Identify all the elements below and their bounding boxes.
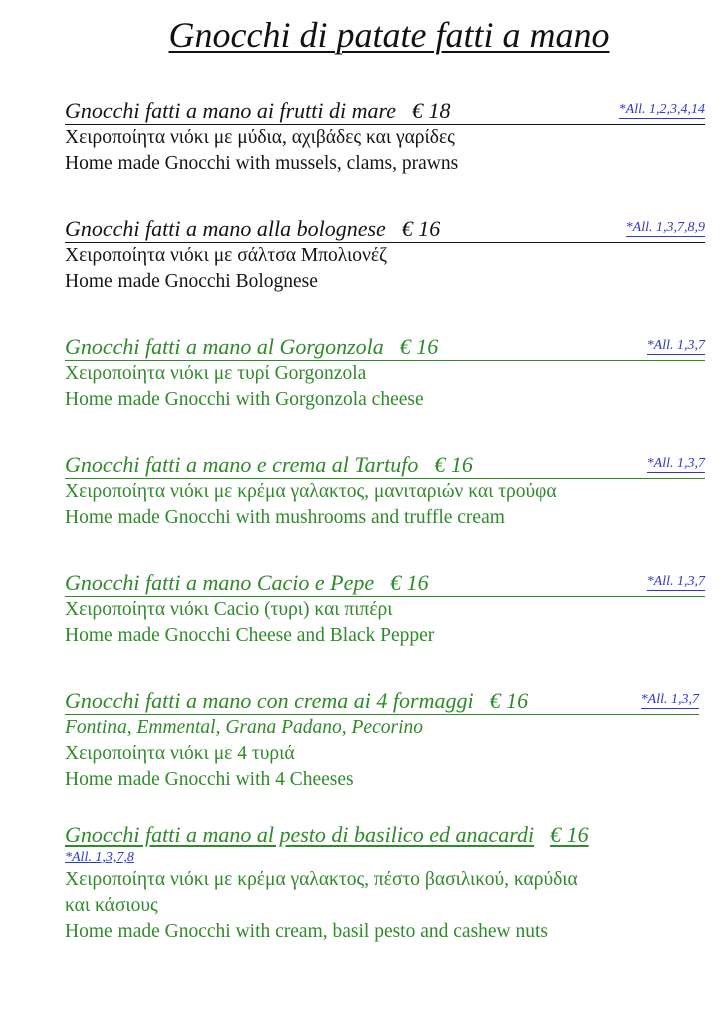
item-greek-description: Χειροποίητα νιόκι Cacio (τυρι) και πιπέρι [65,599,393,620]
item-price: € 16 [401,216,441,241]
item-allergens: *All. 1,3,7 [640,692,699,707]
menu-item-bolognese [65,216,708,295]
item-allergens: *All. 1,3,7,8 [65,850,134,865]
item-name: Gnocchi fatti a mano alla bolognese [65,216,386,241]
item-allergens: *All. 1,3,7 [646,456,705,471]
item-name: Gnocchi fatti a mano ai frutti di mare [65,98,396,123]
item-price: € 16 [550,822,589,847]
item-greek-description-line2: και κάσιους [65,895,158,916]
item-name: Gnocchi fatti a mano Cacio e Pepe [65,570,375,595]
item-english-description: Home made Gnocchi Bolognese [65,271,318,292]
item-heading [65,822,589,848]
item-greek-description: Χειροποίητα νιόκι με τυρί Gorgonzola [65,363,367,384]
menu-item-4-formaggi [65,688,708,793]
item-greek-description: Χειροποίητα νιόκι με σάλτσα Μπολιονέζ [65,245,388,266]
menu-item-gorgonzola [65,334,708,413]
item-heading [65,334,705,361]
item-price: € 18 [412,98,451,123]
item-heading [65,98,705,125]
item-heading [65,688,699,715]
menu-item-pesto-anacardi [65,822,708,945]
item-greek-description: Χειροποίητα νιόκι με 4 τυριά [65,743,295,764]
item-english-description: Home made Gnocchi Cheese and Black Pepper [65,625,435,646]
item-allergens: *All. 1,3,7 [646,338,705,353]
menu-item-cacio-e-pepe [65,570,708,649]
item-name: Gnocchi fatti a mano al Gorgonzola [65,334,384,359]
item-cheese-list: Fontina, Emmental, Grana Padano, Pecorino [65,717,423,738]
item-price: € 16 [489,688,529,713]
page-title: Gnocchi di patate fatti a mano [168,15,610,55]
item-heading [65,570,705,597]
item-english-description: Home made Gnocchi with mussels, clams, prawns [65,153,459,174]
item-price: € 16 [399,334,439,359]
menu-item-tartufo [65,452,708,531]
item-heading [65,452,705,479]
item-greek-description: Χειροποίητα νιόκι με κρέμα γαλακτος, μανιταριών και τρούφα [65,481,557,502]
item-name: Gnocchi fatti a mano al pesto di basilico ed anacardi [65,822,535,847]
item-allergens: *All. 1,3,7,8,9 [625,220,705,235]
item-english-description: Home made Gnocchi with Gorgonzola cheese [65,389,424,410]
item-heading [65,216,705,243]
menu-item-frutti-di-mare [65,98,708,177]
item-english-description: Home made Gnocchi with mushrooms and truffle cream [65,507,505,528]
item-allergens: *All. 1,2,3,4,14 [618,102,705,117]
item-price: € 16 [390,570,429,595]
item-allergens: *All. 1,3,7 [646,574,705,589]
item-name: Gnocchi fatti a mano e crema al Tartufo [65,452,419,477]
item-english-description: Home made Gnocchi with cream, basil pesto and cashew nuts [65,921,549,942]
item-greek-description: Χειροποίητα νιόκι με μύδια, αχιβάδες και γαρίδες [65,127,455,148]
item-greek-description-line1: Χειροποίητα νιόκι με κρέμα γαλακτος, πέστο βασιλικού, καρύδια [65,869,578,890]
item-price: € 16 [434,452,473,477]
item-english-description: Home made Gnocchi with 4 Cheeses [65,769,354,790]
item-name: Gnocchi fatti a mano con crema ai 4 formaggi [65,688,474,713]
